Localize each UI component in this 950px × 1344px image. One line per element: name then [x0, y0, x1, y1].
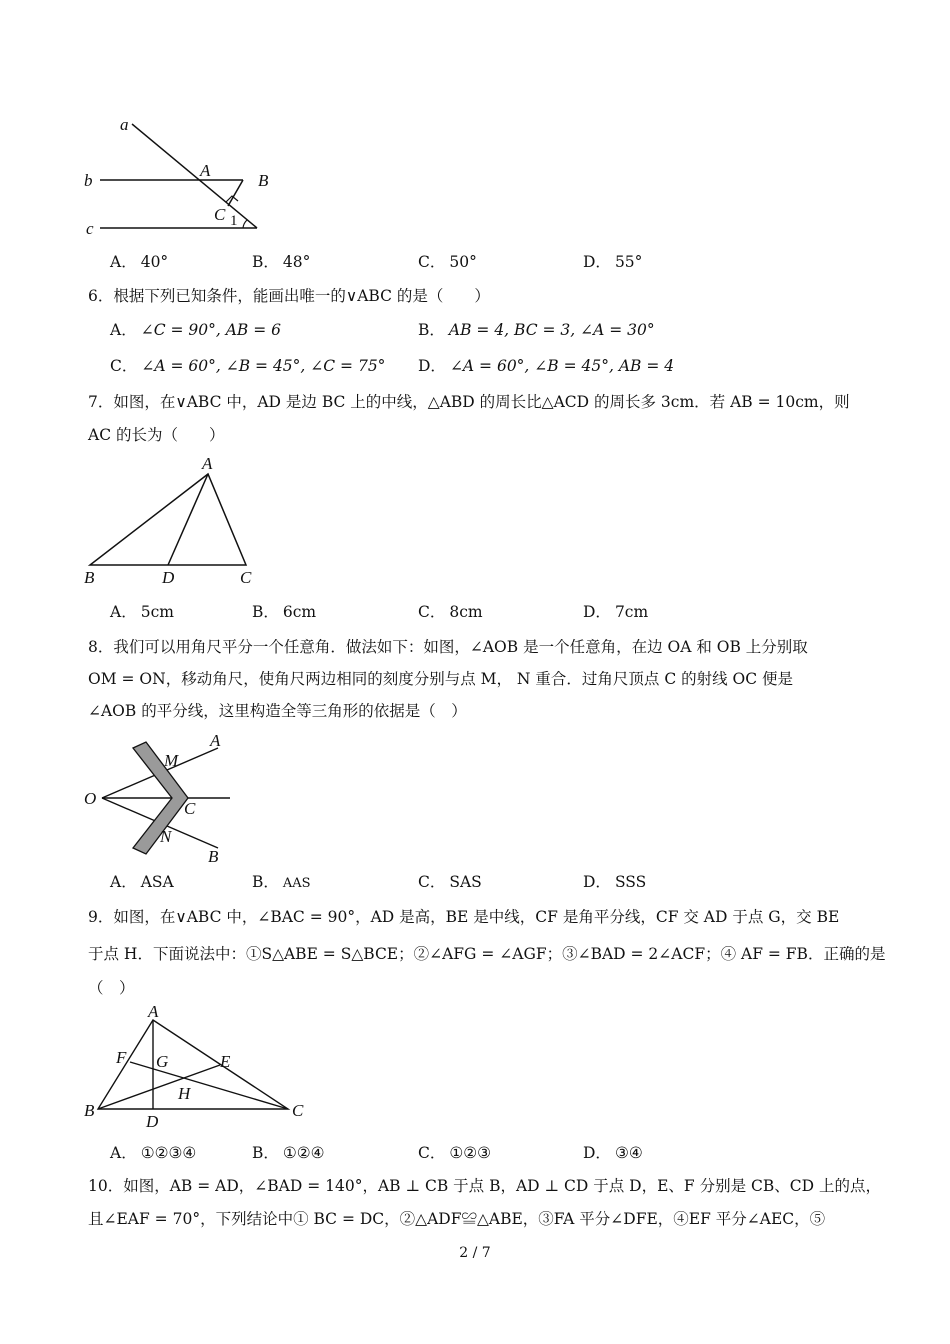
q9-option-b[interactable]: B． ①②④: [252, 1144, 325, 1162]
q8-label-O: O: [84, 789, 97, 808]
q9-stem-line2: 于点 H．下面说法中：①S△ABE = S△BCE；②∠AFG = ∠AGF；③∠BAD = 2∠ACF；④ AF = FB．正确的是: [88, 945, 886, 963]
q7-figure: [80, 452, 270, 587]
q7-option-d[interactable]: D． 7cm: [583, 603, 649, 621]
q8-option-d[interactable]: D． SSS: [583, 873, 647, 891]
q9-label-F: F: [116, 1048, 127, 1067]
q9-figure: [80, 1005, 310, 1135]
q8-option-b[interactable]: B． AAS: [252, 873, 311, 891]
q8-label-C: C: [184, 799, 196, 818]
q8-label-A: A: [210, 731, 221, 750]
q9-label-E: E: [220, 1052, 231, 1071]
q9-label-B: B: [84, 1101, 95, 1120]
page-number: 2 / 7: [459, 1245, 491, 1261]
q9-label-G: G: [156, 1052, 169, 1071]
q7-stem-line1: 7．如图，在∨ABC 中，AD 是边 BC 上的中线，△ABD 的周长比△ACD 的周长多 3cm．若 AB = 10cm，则: [88, 393, 850, 411]
q9-option-c[interactable]: C． ①②③: [418, 1144, 492, 1162]
q6-option-b[interactable]: B． AB = 4, BC = 3, ∠A = 30°: [418, 321, 655, 339]
q7-label-C: C: [240, 568, 252, 587]
q9-label-H: H: [178, 1084, 191, 1103]
q5-option-a[interactable]: A． 40°: [110, 253, 169, 271]
q8-label-M: M: [164, 751, 179, 770]
q8-label-B: B: [208, 847, 219, 866]
fig5-label-a: a: [120, 115, 129, 134]
q7-stem-line2: AC 的长为（ ）: [88, 426, 225, 444]
q8-figure: [80, 730, 250, 870]
q10-stem-line2: 且∠EAF = 70°，下列结论中① BC = DC，②△ADF≌△ABE，③FA 平分∠DFE，④EF 平分∠AEC，⑤: [88, 1210, 826, 1228]
q10-stem-line1: 10．如图，AB = AD，∠BAD = 140°，AB ⊥ CB 于点 B，AD ⊥ CD 于点 D，E、F 分别是 CB、CD 上的点，: [88, 1177, 881, 1195]
fig5-label-b: b: [84, 171, 93, 190]
q8-option-c[interactable]: C． SAS: [418, 873, 482, 891]
q5-option-b[interactable]: B． 48°: [252, 253, 311, 271]
q8-option-a[interactable]: A． ASA: [110, 873, 174, 891]
q5-figure: [80, 110, 290, 240]
q8-label-N: N: [160, 827, 172, 846]
q6-stem: 6．根据下列已知条件，能画出唯一的∨ABC 的是（ ）: [88, 287, 490, 305]
fig5-label-C: C: [214, 205, 226, 224]
q7-label-A: A: [202, 454, 213, 473]
fig5-label-1: 1: [230, 213, 238, 229]
q7-option-b[interactable]: B． 6cm: [252, 603, 317, 621]
fig5-label-c: c: [86, 219, 94, 238]
q9-stem-line3: （ ）: [88, 979, 135, 997]
q9-stem-line1: 9．如图，在∨ABC 中，∠BAC = 90°，AD 是高，BE 是中线，CF 是角平分线，CF 交 AD 于点 G，交 BE: [88, 908, 840, 926]
q5-option-d[interactable]: D． 55°: [583, 253, 643, 271]
q9-label-A: A: [148, 1005, 159, 1021]
q9-label-C: C: [292, 1101, 304, 1120]
q9-label-D: D: [146, 1112, 159, 1131]
q5-option-c[interactable]: C． 50°: [418, 253, 477, 271]
fig5-label-B: B: [258, 171, 269, 190]
q6-option-d[interactable]: D． ∠A = 60°, ∠B = 45°, AB = 4: [418, 357, 675, 375]
q7-label-B: B: [84, 568, 95, 587]
q8-stem-line3: ∠AOB 的平分线，这里构造全等三角形的依据是（ ）: [88, 702, 467, 720]
q9-option-d[interactable]: D． ③④: [583, 1144, 643, 1162]
q8-stem-line1: 8．我们可以用角尺平分一个任意角．做法如下：如图，∠AOB 是一个任意角，在边 OA 和 OB 上分别取: [88, 638, 808, 656]
q7-label-D: D: [162, 568, 175, 587]
fig5-label-A: A: [200, 161, 211, 180]
q8-stem-line2: OM = ON，移动角尺，使角尺两边相同的刻度分别与点 M， N 重合．过角尺顶点 C 的射线 OC 便是: [88, 670, 794, 688]
q7-option-a[interactable]: A． 5cm: [110, 603, 174, 621]
q6-option-a[interactable]: A． ∠C = 90°, AB = 6: [110, 321, 282, 339]
q6-option-c[interactable]: C． ∠A = 60°, ∠B = 45°, ∠C = 75°: [110, 357, 386, 375]
q9-option-a[interactable]: A． ①②③④: [110, 1144, 197, 1162]
q7-option-c[interactable]: C． 8cm: [418, 603, 483, 621]
